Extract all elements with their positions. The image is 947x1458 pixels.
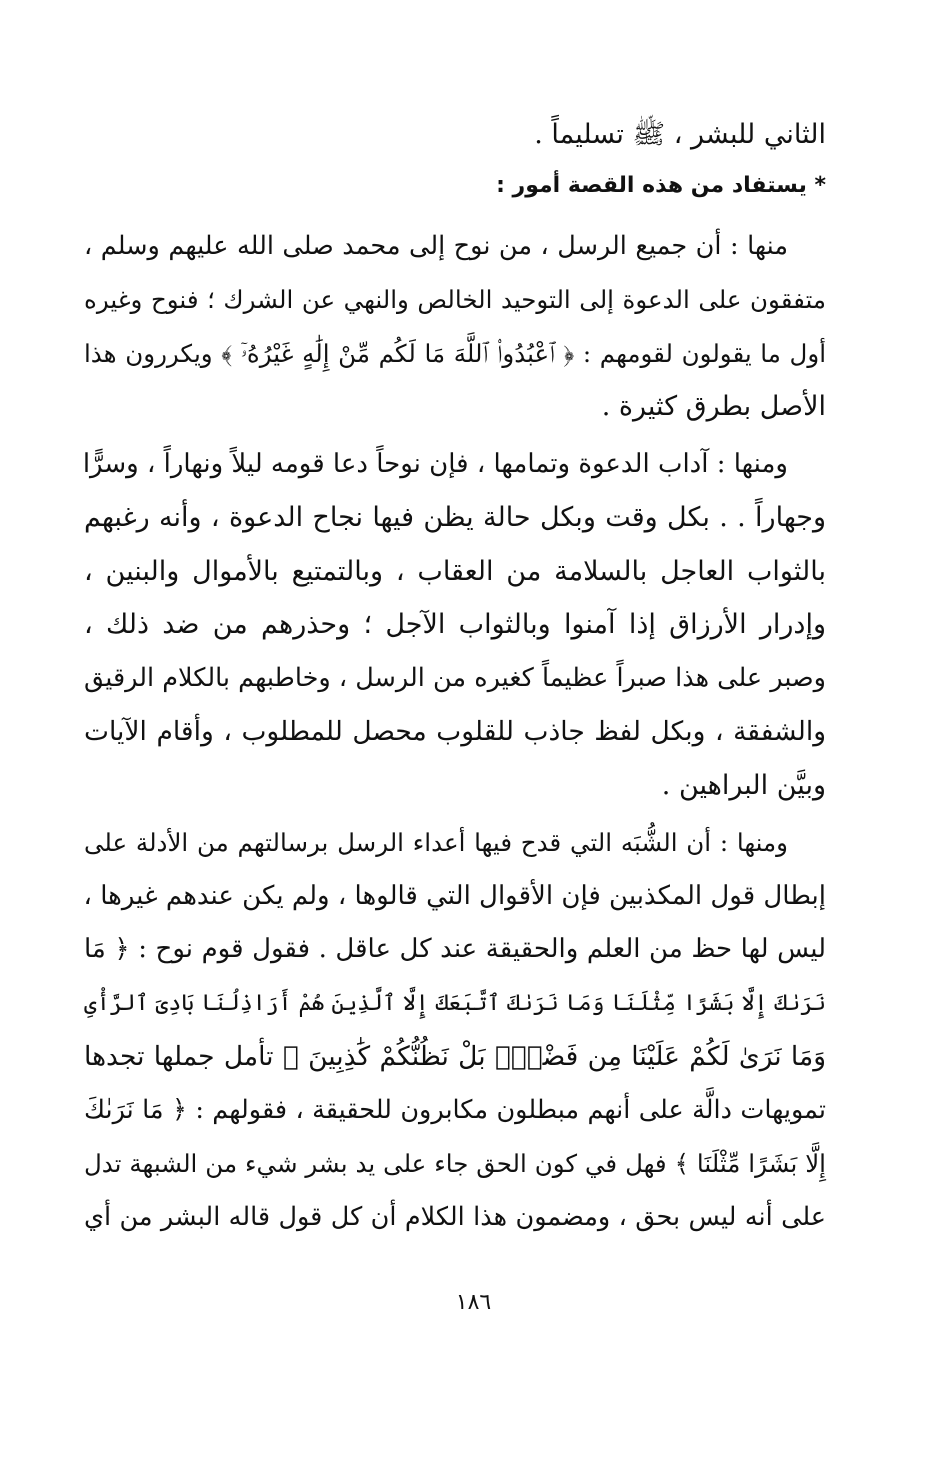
paragraph-line: نَرَىٰكَ إِلَّا بَشَرًا مِّثْلَنَا وَمَا نَرَىٰكَ ٱتَّبَعَكَ إِلَّا ٱلَّذِينَ هُمْ أَرَاذِلُنَا بَادِىَ ٱلرَّأْىِ xyxy=(84,990,826,1016)
paragraph-line: ومنها : آداب الدعوة وتمامها ، فإن نوحاً دعا قومه ليلاً ونهاراً ، وسرًّا xyxy=(82,448,788,479)
paragraph-line: منها : أن جميع الرسل ، من نوح إلى محمد صلى الله عليهم وسلم ، xyxy=(84,230,788,261)
paragraph-3 xyxy=(84,816,826,1244)
page-number: ١٨٦ xyxy=(455,1290,492,1315)
paragraph-line: الأصل بطرق كثيرة . xyxy=(601,391,826,422)
paragraph-line: بالثواب العاجل بالسلامة من العقاب ، وبالتمتيع بالأموال والبنين ، xyxy=(84,555,826,587)
paragraph-line: ليس لها حظ من العلم والحقيقة عند كل عاقل . فقول قوم نوح : ﴿ مَا xyxy=(84,934,826,964)
paragraph-line: أول ما يقولون لقومهم : ﴿ ٱعْبُدُوا۟ ٱللَّهَ مَا لَكُم مِّنْ إِلَٰهٍ غَيْرُهُۥٓ ﴾ ويكررون هذا xyxy=(84,338,826,368)
opening-line: الثاني للبشر ، ﷺ تسليماً . xyxy=(534,119,826,150)
paragraph-line: وبيَّن البراهين . xyxy=(661,769,826,801)
paragraph-line: متفقون على الدعوة إلى التوحيد الخالص والنهي عن الشرك ؛ فنوح وغيره xyxy=(84,285,826,314)
paragraph-line: والشفقة ، وبكل لفظ جاذب للقلوب محصل للمطلوب ، وأقام الآيات xyxy=(84,716,826,747)
paragraph-line: وإدرار الأرزاق إذا آمنوا وبالثواب الآجل ؛ وحذرهم من ضد ذلك ، xyxy=(84,609,826,640)
page-body xyxy=(84,108,826,1248)
paragraph-2 xyxy=(84,438,826,813)
paragraph-line: وَمَا نَرَىٰ لَكُمْ عَلَيْنَا مِن فَضْلٍۭ بَلْ نَظُنُّكُمْ كَٰذِبِينَ ﴾ تأمل جملها تجدها xyxy=(84,1041,826,1072)
paragraph-line: تمويهات دالَّة على أنهم مبطلون مكابرون للحقيقة ، فقولهم : ﴿ مَا نَرَىٰكَ xyxy=(84,1094,826,1125)
paragraph-line: إبطال قول المكذبين فإن الأقوال التي قالوها ، ولم يكن عندهم غيرها ، xyxy=(83,880,826,911)
paragraph-line: إِلَّا بَشَرًا مِّثْلَنَا ﴾ فهل في كون الحق جاء على يد بشر شيء من الشبهة تدل xyxy=(84,1149,826,1178)
paragraph-1 xyxy=(84,220,826,434)
paragraph-line: على أنه ليس بحق ، ومضمون هذا الكلام أن كل قول قاله البشر من أي xyxy=(84,1201,826,1232)
paragraph-line: وجهاراً . . بكل وقت وبكل حالة يظن فيها نجاح الدعوة ، وأنه رغبهم xyxy=(84,502,826,533)
section-heading: * يستفاد من هذه القصة أمور : xyxy=(496,172,826,198)
paragraph-line: ومنها : أن الشُّبَه التي قدح فيها أعداء الرسل برسالتهم من الأدلة على xyxy=(84,828,788,857)
paragraph-line: وصبر على هذا صبراً عظيماً كغيره من الرسل ، وخاطبهم بالكلام الرقيق xyxy=(84,662,826,693)
